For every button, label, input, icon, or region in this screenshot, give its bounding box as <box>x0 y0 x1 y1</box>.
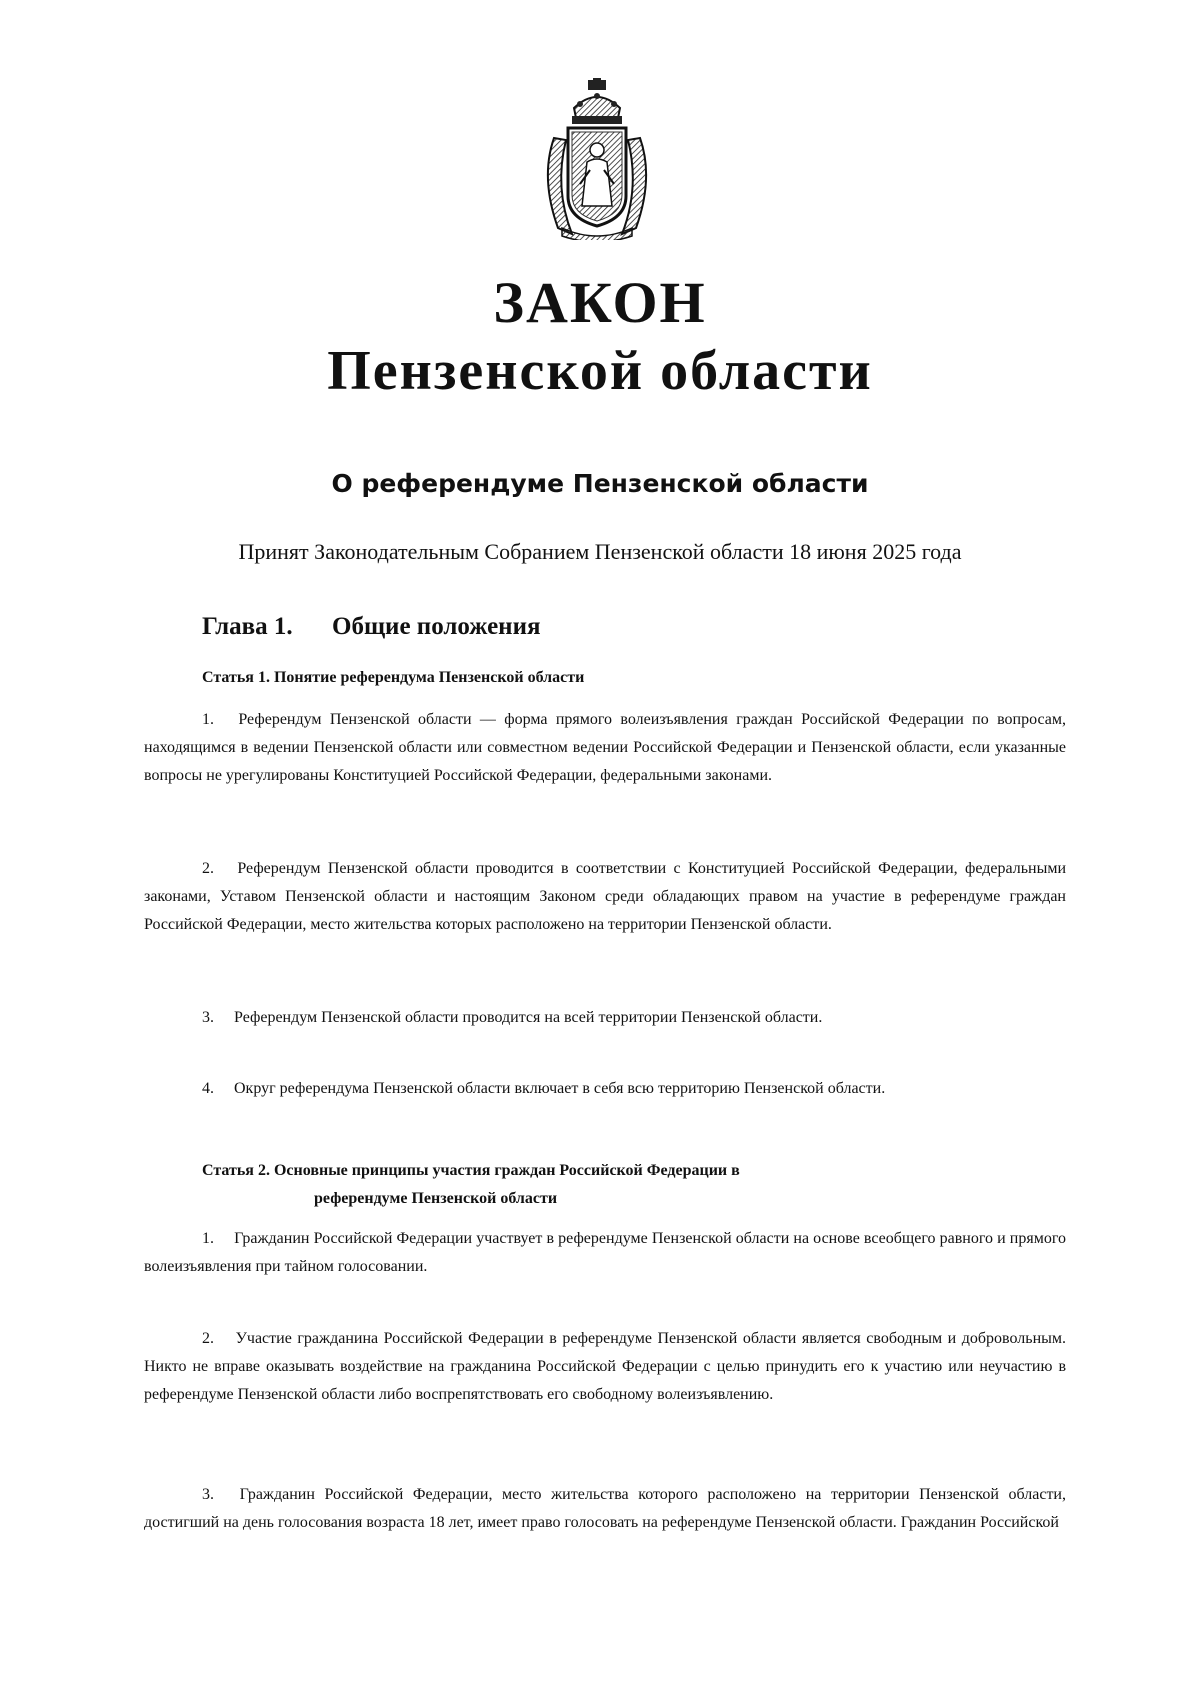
paragraph-number: 1. <box>202 711 214 728</box>
chapter-number: Глава 1. <box>202 613 293 640</box>
paragraph-number: 3. <box>202 1009 214 1026</box>
article-1-heading: Статья 1. Понятие референдума Пензенской области <box>202 669 585 686</box>
article-1-paragraph-1 <box>144 706 1066 791</box>
article-2-paragraph-1 <box>144 1225 1066 1281</box>
paragraph-number: 2. <box>202 860 214 877</box>
paragraph-number: 4. <box>202 1080 214 1097</box>
paragraph-number: 2. <box>202 1330 214 1347</box>
paragraph-number: 3. <box>202 1486 214 1503</box>
document-title: ЗАКОН <box>493 270 707 335</box>
article-2-paragraph-3 <box>144 1481 1066 1537</box>
paragraph-text: Гражданин Российской Федерации, место жительства которого расположено на территории Пензенской области, достигший на день голосования возраста 18 лет, имеет право голосовать на референдуме Пензенской области. Гражданин Российской <box>144 1486 1066 1532</box>
paragraph-text: Референдум Пензенской области проводится в соответствии с Конституцией Российской Федерации, федеральными законами, Уставом Пензенской области и настоящим Законом среди обладающих правом на участие в референдуме граждан Российской Федерации, место жительства которых расположено на территории Пензенской области. <box>144 860 1067 934</box>
paragraph-text: Референдум Пензенской области проводится на всей территории Пензенской области. <box>234 1009 823 1026</box>
chapter-heading <box>202 611 541 643</box>
crown-icon <box>572 78 622 124</box>
adoption-note: Принят Законодательным Собранием Пензенской области 18 июня 2025 года <box>238 539 962 564</box>
shield-icon <box>568 128 626 226</box>
article-2-heading <box>202 1157 1066 1213</box>
paragraph-number: 1. <box>202 1230 214 1247</box>
region-title: Пензенской области <box>327 340 873 402</box>
article-1-paragraph-4 <box>144 1075 1066 1103</box>
article-2-heading-line-2: референдуме Пензенской области <box>314 1190 558 1207</box>
chapter-title: Общие положения <box>332 613 541 640</box>
article-1-paragraph-3 <box>144 1004 1066 1032</box>
article-1-paragraph-2 <box>144 855 1066 940</box>
article-2-paragraph-2 <box>144 1325 1066 1410</box>
law-subject: О референдуме Пензенской области <box>331 469 869 498</box>
coat-of-arms-icon <box>532 78 662 240</box>
paragraph-text: Референдум Пензенской области — форма прямого волеизъявления граждан Российской Федерации по вопросам, находящимся в ведении Пензенской области или совместном ведении Российской Федерации и Пензенской области, если указанные вопросы не урегулированы Конституцией Российской Федерации, федеральными законами. <box>144 711 1067 785</box>
paragraph-text: Участие гражданина Российской Федерации в референдуме Пензенской области является свободным и добровольным. Никто не вправе оказывать воздействие на гражданина Российской Федерации с целью принудить его к участию или неучастию в референдуме Пензенской области либо воспрепятствовать его свободному волеизъявлению. <box>144 1330 1066 1404</box>
paragraph-text: Округ референдума Пензенской области включает в себя всю территорию Пензенской области. <box>234 1080 886 1097</box>
article-2-heading-line-1: Статья 2. Основные принципы участия граждан Российской Федерации в <box>202 1162 740 1179</box>
paragraph-text: Гражданин Российской Федерации участвует в референдуме Пензенской области на основе всеобщего равного и прямого волеизъявления при тайном голосовании. <box>144 1230 1067 1276</box>
